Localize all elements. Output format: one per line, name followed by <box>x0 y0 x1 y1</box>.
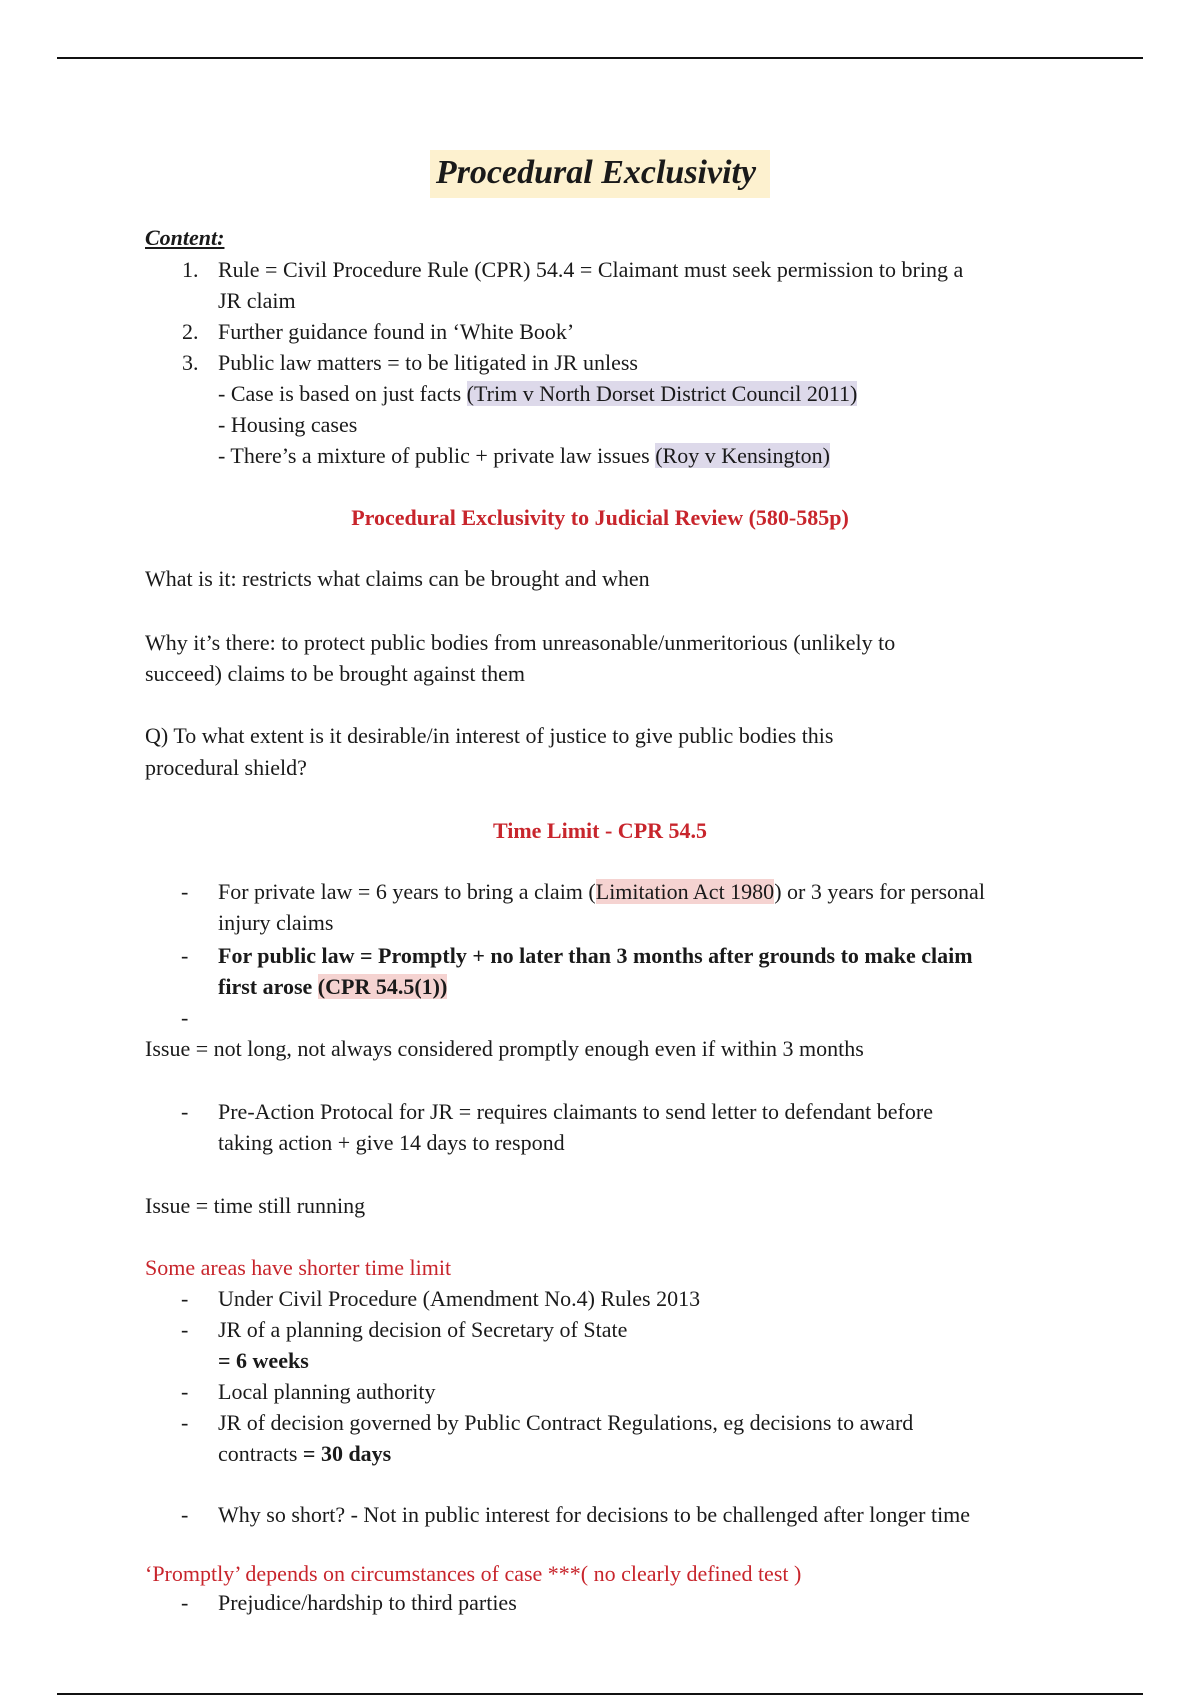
statute-citation: Limitation Act 1980 <box>595 879 775 904</box>
section-subheading: ‘Promptly’ depends on circumstances of case ***( no clearly defined test ) <box>145 1561 802 1586</box>
paragraph: Issue = not long, not always considered promptly enough even if within 3 months <box>145 1036 864 1061</box>
bullet-item-continued: taking action + give 14 days to respond <box>218 1130 565 1155</box>
bullet-item: Under Civil Procedure (Amendment No.4) Rules 2013 <box>218 1286 701 1311</box>
bullet: - <box>181 1502 189 1527</box>
case-citation: (Roy v Kensington) <box>655 443 830 468</box>
bullet: - <box>181 1005 189 1030</box>
section-heading: Time Limit - CPR 54.5 <box>492 818 708 843</box>
bullet: - <box>181 1379 189 1404</box>
bullet-item: JR of decision governed by Public Contract Regulations, eg decisions to award <box>218 1410 914 1435</box>
paragraph: Issue = time still running <box>145 1193 366 1218</box>
bullet: - <box>181 879 189 904</box>
bullet: - <box>181 1410 189 1435</box>
paragraph: What is it: restricts what claims can be brought and when <box>145 566 650 591</box>
section-subheading: Some areas have shorter time limit <box>145 1255 452 1280</box>
list-number: 2. <box>182 319 199 344</box>
sub-item: - There’s a mixture of public + private law issues (Roy v Kensington) <box>218 443 830 468</box>
sub-item: - Case is based on just facts (Trim v North Dorset District Council 2011) <box>218 381 858 406</box>
bullet-item-continued: = 6 weeks <box>218 1348 309 1373</box>
bullet-item: Prejudice/hardship to third parties <box>218 1590 517 1615</box>
bullet: - <box>181 1590 189 1615</box>
content-label: Content: <box>145 225 225 250</box>
list-item: Public law matters = to be litigated in JR unless <box>218 350 638 375</box>
bullet: - <box>181 1317 189 1342</box>
list-number: 3. <box>182 350 199 375</box>
list-number: 1. <box>182 257 199 282</box>
bullet: - <box>181 1286 189 1311</box>
bullet-item: Local planning authority <box>218 1379 436 1404</box>
paragraph: Q) To what extent is it desirable/in interest of justice to give public bodies this <box>145 723 834 748</box>
bullet: - <box>181 943 189 968</box>
sub-item: - Housing cases <box>218 412 358 437</box>
bullet-item: JR of a planning decision of Secretary of State <box>218 1317 628 1342</box>
list-item: Rule = Civil Procedure Rule (CPR) 54.4 = Claimant must seek permission to bring a <box>218 257 964 282</box>
section-heading: Procedural Exclusivity to Judicial Review (580-585p) <box>351 505 849 530</box>
bullet-item: Pre-Action Protocal for JR = requires claimants to send letter to defendant before <box>218 1099 933 1124</box>
page-title: Procedural Exclusivity <box>0 150 1200 198</box>
paragraph: succeed) claims to be brought against them <box>145 661 525 686</box>
bullet: - <box>181 1099 189 1124</box>
bullet-item-continued: first arose (CPR 54.5(1)) <box>218 974 448 999</box>
bullet-item: Why so short? - Not in public interest for decisions to be challenged after longer time <box>218 1502 971 1527</box>
paragraph: procedural shield? <box>145 755 307 780</box>
list-item: Further guidance found in ‘White Book’ <box>218 319 575 344</box>
bullet-item-continued: injury claims <box>218 910 334 935</box>
bullet-item: For public law = Promptly + no later than 3 months after grounds to make claim <box>218 943 973 968</box>
bullet-item-continued: contracts = 30 days <box>218 1441 392 1466</box>
list-item-continued: JR claim <box>218 288 296 313</box>
case-citation: (Trim v North Dorset District Council 2011) <box>466 381 858 406</box>
statute-citation: (CPR 54.5(1)) <box>317 974 448 999</box>
top-rule <box>57 57 1143 59</box>
paragraph: Why it’s there: to protect public bodies from unreasonable/unmeritorious (unlikely to <box>145 630 896 655</box>
bullet-item: For private law = 6 years to bring a claim (Limitation Act 1980) or 3 years for personal <box>218 879 985 904</box>
bottom-rule <box>57 1693 1143 1695</box>
